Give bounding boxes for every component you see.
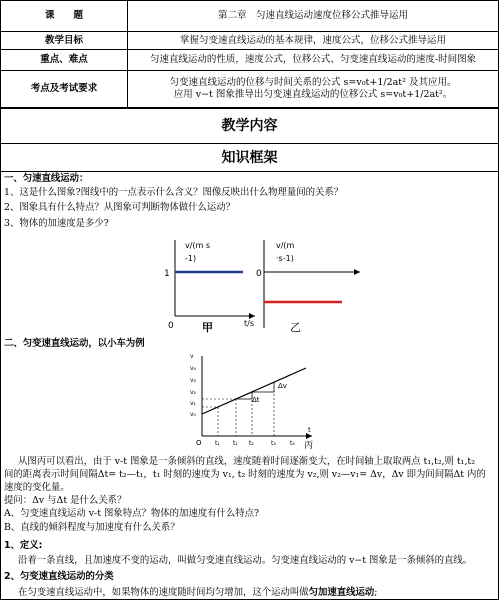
graph-bing <box>188 352 318 450</box>
graph-bing-delta-t: Δt <box>252 396 260 404</box>
part2-question-b: B、直线的倾斜程度与加速度有什么关系？ <box>4 522 180 533</box>
lesson-header-table <box>0 0 499 108</box>
part2-paragraph-line-1: 从图丙可以看出，由于 v-t 图象是一条倾斜的直线，速度随着时间逐渐变大，在时间轴上取取两点 t₁,t₂,则 t₁,t₂ <box>18 456 475 467</box>
graph-bing-t-axis: t <box>308 426 311 434</box>
part2-paragraph-line-3: 速度的变化量。 <box>4 482 70 493</box>
graph-yi-x-arrow <box>354 269 360 275</box>
graph-bing-v2: v₂ <box>190 389 196 396</box>
graph-bing-v4: v₄ <box>190 365 196 372</box>
graph-jia-xlabel: t/s <box>244 319 254 328</box>
graph-yi-caption: 乙 <box>290 321 301 334</box>
section-framework-heading: 知识框架 <box>0 143 499 171</box>
definition-title: 1、定义: <box>4 540 43 551</box>
part1-question-3: 3、物体的加速度是多少? <box>4 218 109 229</box>
graph-jia-origin: 0 <box>168 321 174 331</box>
classification-title: 2、匀变速直线运动的分类 <box>4 571 114 582</box>
graph-bing-delta-v: Δv <box>278 382 287 390</box>
graph-bing-velocity-line <box>202 368 306 414</box>
part1-heading: 一、匀速直线运动： <box>4 173 89 184</box>
classification-text-a: 在匀变速直线运动中，如果物体的速度随时间均匀增加，这个运动叫做 <box>18 587 309 598</box>
exam-line-1: 匀变速直线运动的位移与时间关系的公式 s=v₀t+1/2at² 及其应用。 <box>169 77 457 88</box>
graph-bing-v-axis-label: v <box>190 353 194 360</box>
definition-text: 沿着一条直线，且加速度不变的运动，叫做匀变速直线运动。匀变速直线运动的 v−t 图象是一条倾斜的直线。 <box>18 555 473 566</box>
graph-yi-ylabel-2: ·s-1) <box>276 254 294 263</box>
graph-bing-v1: v₁ <box>190 400 196 407</box>
graph-yi <box>256 236 366 336</box>
section-divider <box>0 171 499 172</box>
key-points-text: 匀速直线运动的性质，速度公式，位移公式、匀变速直线运动的速度-时间图象 <box>128 50 499 71</box>
part1-question-2: 2、图象具有什么特点？从图象可判断物体做什么运动？ <box>4 202 235 213</box>
graph-yi-ytick: 0 <box>256 269 262 279</box>
exam-text <box>128 71 499 108</box>
part2-ask: 提问：Δv 与Δt 是什么关系？ <box>4 495 127 506</box>
classification-text-b: 匀加速直线运动 <box>308 587 375 598</box>
goal-text: 掌握匀变速直线运动的基本规律，速度公式，位移公式推导运用 <box>128 32 499 50</box>
classification-text <box>18 587 496 599</box>
graph-jia-ylabel-1: v/(m s <box>185 241 211 250</box>
lesson-title: 第二章 匀速直线运动速度位移公式推导运用 <box>128 1 499 32</box>
graph-jia <box>160 236 260 336</box>
graph-jia-ytick: 1 <box>164 269 170 279</box>
part2-paragraph-line-2: 间的距离表示时间间隔Δt= t₂—t₁，t₁ 时刻的速度为 v₁, t₂ 时刻的速度为 v₂,则 v₂—v₁= Δv，Δv 即为间间隔Δt 内的 <box>4 469 486 480</box>
part2-heading: 二、匀变速直线运动，以小车为例 <box>4 338 145 349</box>
graph-bing-t1a: t₁ <box>215 440 220 447</box>
exam-label: 考点及考试要求 <box>1 71 128 108</box>
graph-jia-caption: 甲 <box>202 321 213 334</box>
part2-question-a: A、匀变速直线运动 v-t 图象特点？物体的加速度有什么特点? <box>4 508 259 519</box>
graph-bing-origin: O <box>196 439 202 447</box>
title-label: 课 题 <box>1 1 128 32</box>
graph-bing-caption: 丙 <box>304 441 314 450</box>
graph-bing-v0: v₀ <box>190 411 196 418</box>
graph-bing-t3: t₃ <box>271 440 276 447</box>
graph-bing-t2: t₂ <box>249 440 254 447</box>
graph-bing-v3: v₃ <box>190 377 196 384</box>
part1-question-1: 1、这是什么图象?图线中的一点表示什么含义？图像反映出什么物理量间的关系？ <box>4 187 344 198</box>
exam-line-2: 应用 v−t 图象推导出匀变速直线运动的位移公式 s=v₀t+1/2at²。 <box>173 89 453 100</box>
classification-text-c: ; <box>374 587 378 598</box>
key-points-label: 重点、难点 <box>1 50 128 71</box>
graph-bing-t4: t₄ <box>290 440 295 447</box>
graph-jia-ylabel-2: -1) <box>185 254 197 263</box>
section-content-heading: 教学内容 <box>0 108 499 143</box>
graph-bing-t1b: t₁ <box>233 440 238 447</box>
goal-label: 教学目标 <box>1 32 128 50</box>
graph-yi-ylabel-1: v/(m <box>276 241 295 250</box>
